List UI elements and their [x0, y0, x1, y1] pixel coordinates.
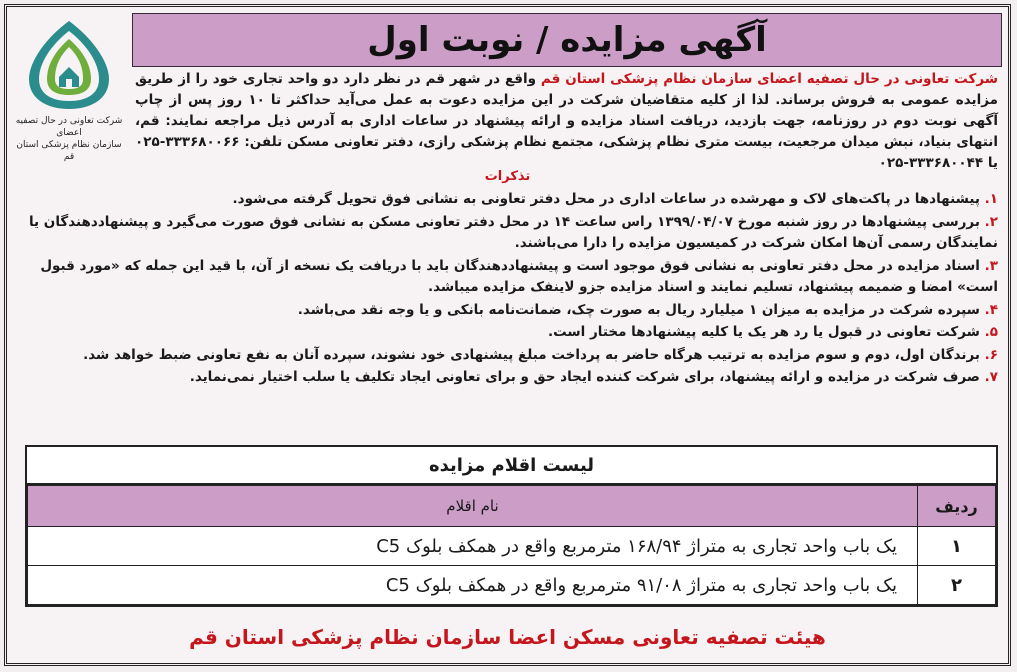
items-table-title: لیست اقلام مزایده — [27, 447, 996, 485]
row-number-cell: ۲ — [918, 566, 996, 605]
auction-items-table — [25, 445, 998, 607]
note-item: ۳. اسناد مزایده در محل دفتر تعاونی به نشانی فوق موجود است و پیشنهاددهندگان باید با دریافت یک نسخه از آن، با قید این جمله که «مورد قبول است» امضا و ضمیمه پیشنهاد، تسلیم نمایند و اسناد مزایده جزو لاینفک مزایده میباشد. — [40, 257, 998, 295]
intro-lead: شرکت تعاونی در حال تصفیه اعضای سازمان نظام پزشکی استان قم — [540, 71, 999, 87]
table-row — [28, 566, 996, 605]
intro-body: واقع در شهر قم در نظر دارد دو واحد تجاری خود را از طریق مزایده عمومی به فروش برساند. لذا از کلیه متقاضیان شرکت در این مزایده دعوت به عمل می‌آید حداکثر تا ۱۰ روز پس از چاپ آگهی نوبت دوم در روزنامه، جهت بازدید، دریافت اسناد مزایده و ارائه پیشنهاد در ساعات اداری به آدرس ذیل مراجعه نمایند: قم، انتهای بنیاد، نبش میدان مرجعیت، بیست متری نظام پزشکی، مجتمع نظام پزشکی رازی، دفتر تعاونی مسکن تلفن: ۳۳۳۶۸۰۰۶۶-۰۲۵ یا ۳۳۳۶۸۰۰۴۴-۰۲۵ — [135, 71, 998, 171]
row-number-cell: ۱ — [918, 527, 996, 566]
note-item: ۱. پیشنهادها در پاکت‌های لاک و مهرشده در ساعات اداری در محل دفتر تعاونی به نشانی فوق تحویل گرفته می‌شود. — [232, 191, 998, 207]
auction-notice — [4, 4, 1011, 666]
item-name-cell: یک باب واحد تجاری به متراژ ۹۱/۰۸ مترمربع واقع در همکف بلوک C5 — [28, 566, 918, 605]
signature-footer: هیئت تصفیه تعاونی مسکن اعضا سازمان نظام پزشکی استان قم — [189, 625, 826, 649]
note-item: ۲. بررسی پیشنهادها در روز شنبه مورخ ۱۳۹۹/۰۴/۰۷ راس ساعت ۱۴ در محل دفتر تعاونی مسکن به نشانی فوق صورت می‌گیرد و پیشنهاددهندگان یا نمایندگان رسمی آن‌ها امکان شرکت در کمیسیون مزایده را دارا می‌باشند. — [28, 213, 998, 251]
column-header-row-number: ردیف — [918, 486, 996, 527]
logo-caption: شرکت تعاونی در حال تصفیه اعضای سازمان نظام پزشکی استان قم — [15, 116, 123, 162]
note-item: ۴. سپرده شرکت در مزایده به میزان ۱ میلیارد ریال به صورت چک، ضمانت‌نامه بانکی و یا وجه نقد می‌باشد. — [297, 301, 998, 318]
note-item: ۶. برندگان اول، دوم و سوم مزایده به ترتیب هرگاه حاضر به پرداخت مبلغ پیشنهادی خود نشوند، سپرده آنان به نفع تعاونی ضبط خواهد شد. — [83, 346, 998, 363]
item-name-cell: یک باب واحد تجاری به متراژ ۱۶۸/۹۴ مترمربع واقع در همکف بلوک C5 — [28, 527, 918, 566]
page-title: آگهی مزایده / نوبت اول — [367, 20, 767, 60]
company-logo — [13, 13, 125, 162]
title-band — [132, 13, 1002, 67]
note-item: ۵. شرکت تعاونی در قبول یا رد هر یک یا کلیه پیشنهادها مختار است. — [547, 324, 998, 340]
table-header-row — [28, 486, 996, 527]
logo-emblem-icon — [21, 17, 117, 113]
note-item: ۷. صرف شرکت در مزایده و ارائه پیشنهاد، برای شرکت کننده ایجاد حق و برای تعاونی ایجاد تکلیف یا سلب اختیار نمی‌نماید. — [189, 369, 998, 385]
table-row — [28, 527, 996, 566]
column-header-item-name: نام اقلام — [28, 486, 918, 527]
intro-paragraph — [135, 69, 998, 174]
notes-list — [19, 189, 998, 390]
notes-title: تذکرات — [484, 169, 531, 184]
